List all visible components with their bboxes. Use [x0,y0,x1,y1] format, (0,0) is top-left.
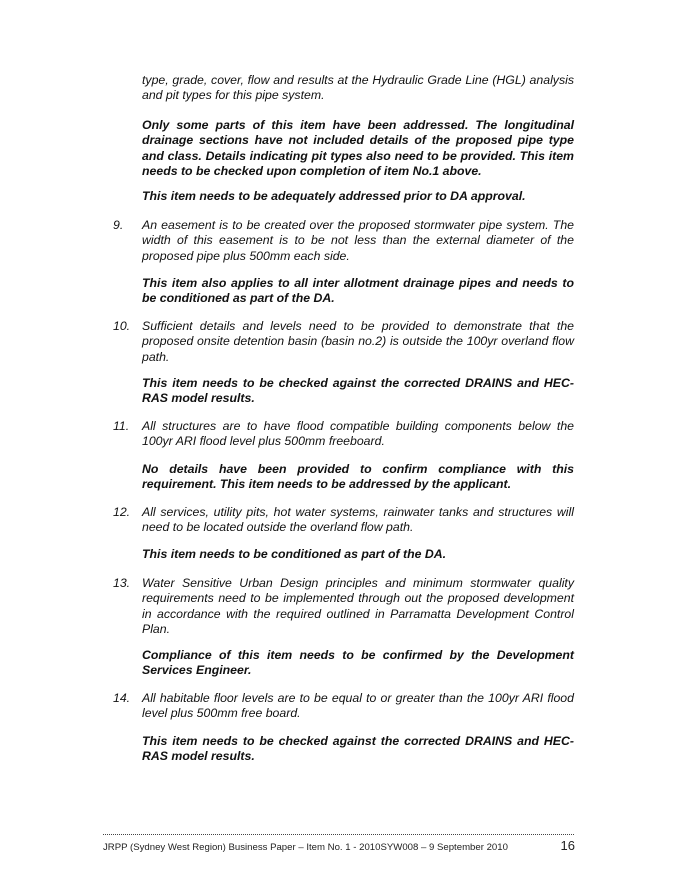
item-comment: Compliance of this item needs to be confirmed by the Development Services Engineer. [142,648,574,678]
footer-divider [103,834,574,835]
item-comment: This item needs to be conditioned as part of the DA. [142,547,447,561]
item-text: An easement is to be created over the proposed stormwater pipe system. The width of this easement is to be not less than the external diameter of the proposed pipe plus 500mm each side. [142,218,574,263]
item-text: All services, utility pits, hot water systems, rainwater tanks and structures will need to be located outside the overland flow path. [142,505,574,535]
item-number: 9. [113,218,124,232]
item-text: Water Sensitive Urban Design principles and minimum stormwater quality requirements need to be implemented through out the proposed development in accordance with the required outlined in Parramatta Development Control Plan. [142,576,574,636]
item-number: 14. [113,691,131,705]
item-text: All habitable floor levels are to be equal to or greater than the 100yr ARI flood level plus 500mm free board. [142,691,574,721]
item-text: Sufficient details and levels need to be provided to demonstrate that the proposed onsite detention basin (basin no.2) is outside the 100yr overland flow path. [142,319,574,364]
item-number: 13. [113,576,131,590]
intro-text: type, grade, cover, flow and results at the Hydraulic Grade Line (HGL) analysis and pit types for this pipe system. [142,73,574,103]
footer-text: JRPP (Sydney West Region) Business Paper – Item No. 1 - 2010SYW008 – 9 September 2010 [103,842,508,853]
intro-comment-approval: This item needs to be adequately addressed prior to DA approval. [142,189,526,203]
item-number: 11. [113,419,130,433]
item-comment: This item needs to be checked against the corrected DRAINS and HEC-RAS model results. [142,734,574,764]
item-number: 12. [113,505,131,519]
item-comment: No details have been provided to confirm compliance with this requirement. This item needs to be addressed by the applicant. [142,462,574,492]
item-comment: This item needs to be checked against the corrected DRAINS and HEC-RAS model results. [142,376,574,406]
page-number: 16 [560,838,575,853]
item-text: All structures are to have flood compatible building components below the 100yr ARI flood level plus 500mm freeboard. [142,419,574,449]
item-number: 10. [113,319,131,333]
intro-comment: Only some parts of this item have been addressed. The longitudinal drainage sections have not included details of the proposed pipe type and class. Details indicating pit types also need to be provided. This item needs to be checked upon completion of item No.1 above. [142,118,574,178]
item-comment: This item also applies to all inter allotment drainage pipes and needs to be conditioned as part of the DA. [142,276,574,306]
